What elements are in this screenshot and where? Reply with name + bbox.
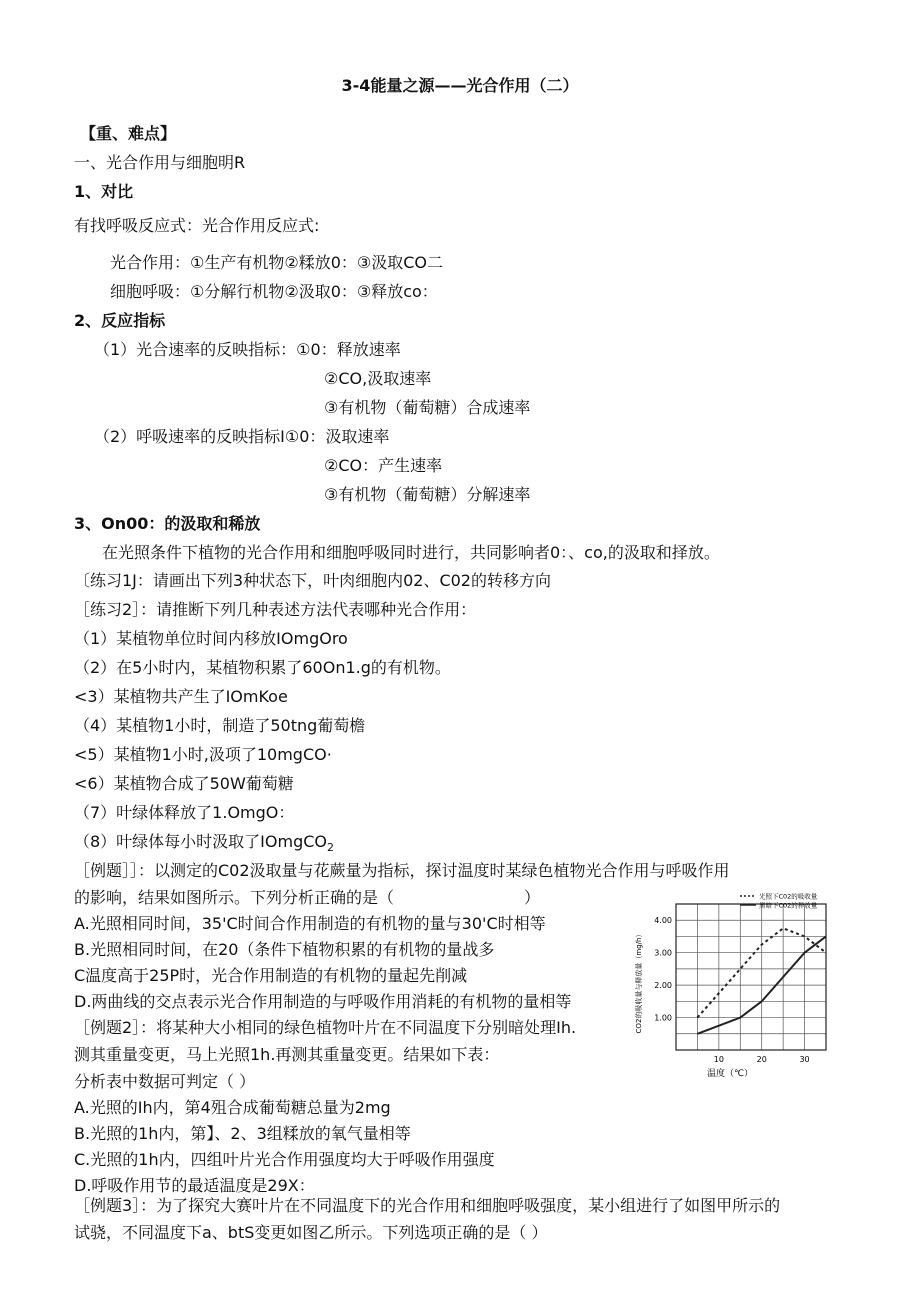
example-2-option-b: B.光照的1h内，第】、2、3组糅放的氧气量相等 bbox=[74, 1124, 411, 1143]
example-1-option-d: D.两曲线的交点表示光合作用制造的与呼吸作用消耗的有机物的量相等 bbox=[74, 992, 572, 1011]
chart-legend bbox=[740, 892, 818, 910]
exercise-2-item: <5）某植物1小时,汲项了10mgCO· bbox=[74, 745, 332, 764]
section-1-heading: 一、光合作用与细胞明R bbox=[74, 153, 246, 172]
chart-y-label: CO2的吸收量与释放量（mg/h） bbox=[635, 930, 643, 1034]
resp-rate-indicator-2: ②CO：产生速率 bbox=[324, 456, 443, 475]
page-title: 3-4能量之源——光合作用（二） bbox=[341, 76, 579, 95]
exercise-2-item: <3）某植物共产生了IOmKoe bbox=[74, 687, 288, 706]
x-tick-label: 30 bbox=[799, 1055, 810, 1064]
example-3-line-1: ［例题3］：为了探究大赛叶片在不同温度下的光合作用和细胞呼吸强度，某小组进行了如图甲所示的 bbox=[74, 1196, 781, 1215]
example-2-line-1: ［例题2］：将某种大小相同的绿色植物叶片在不同温度下分别暗处理Ih. bbox=[74, 1018, 577, 1037]
photosynthesis-line: 光合作用：①生产有机物②糅放0：③汲取CO二 bbox=[110, 253, 443, 272]
chart-grid bbox=[676, 904, 826, 1050]
exercise-2-item: （1）某植物单位时间内移放IOmgOro bbox=[74, 629, 348, 648]
resp-rate-indicator-3: ③有机物（葡萄糖）分解速率 bbox=[324, 485, 531, 504]
chart-axes bbox=[676, 904, 826, 1050]
subsection-indicators: 2、反应指标 bbox=[74, 311, 166, 330]
x-tick-label: 20 bbox=[756, 1055, 767, 1064]
example-2-line-2: 测其重量变更，马上光照1h.再测其重量变更。结果如下表： bbox=[74, 1045, 500, 1064]
exercise-2-item-8 bbox=[74, 832, 334, 858]
y-tick-label: 4.00 bbox=[654, 916, 672, 926]
exercise-2-item: （2）在5小时内，某植物积累了60On1.g的有机物。 bbox=[74, 658, 451, 677]
exercise-2-item: （7）叶绿体释放了1.OmgO： bbox=[74, 803, 295, 822]
example-2-line-3: 分析表中数据可判定（ ） bbox=[74, 1072, 256, 1091]
y-tick-label: 1.00 bbox=[654, 1013, 672, 1023]
example-1-question: 的影响，结果如图所示。下列分析正确的是（ bbox=[74, 888, 395, 907]
chart-x-label: 温度（℃） bbox=[706, 1069, 754, 1079]
chart-ticks bbox=[654, 916, 809, 1064]
example-2-option-a: A.光照的Ih内，第4殂合成葡萄糖总量为2mg bbox=[74, 1098, 391, 1117]
subscript: 2 bbox=[327, 841, 335, 855]
legend-label: 光照下C02的吸收量 bbox=[759, 892, 818, 901]
photo-rate-indicator-1: （1）光合速率的反映指标：①0：释放速率 bbox=[94, 340, 401, 359]
subsection-gas-exchange: 3、On00：的汲取和稀放 bbox=[74, 514, 261, 533]
y-tick-label: 3.00 bbox=[654, 948, 672, 958]
exercise-2-item: （4）某植物1小时，制造了50tng葡萄檐 bbox=[74, 716, 366, 735]
co2-temperature-chart bbox=[630, 890, 840, 1080]
exercise-1: 〔练习1J：请画出下列3种状态下，叶肉细胞内02、C02的转移方向 bbox=[74, 571, 551, 590]
example-2-option-d: D.呼吸作用节的最适温度是29X： bbox=[74, 1176, 315, 1195]
close-paren: ） bbox=[524, 888, 541, 907]
y-tick-label: 2.00 bbox=[654, 981, 672, 991]
example-1-option-c: C温度高于25P时，光合作用制造的有机物的量起先削减 bbox=[74, 966, 468, 985]
x-tick-label: 10 bbox=[713, 1055, 724, 1064]
section-key-points: 【重、难点】 bbox=[80, 124, 177, 143]
exercise-2-item: <6）某植物合成了50W葡萄糖 bbox=[74, 774, 294, 793]
example-1-line-1: ［例题］］：以测定的C02汲取量与花蕨量为指标，探讨温度时某绿色植物光合作用与呼吸作用 bbox=[74, 861, 730, 880]
example-2-option-c: C.光照的1h内，四组叶片光合作用强度均大于呼吸作用强度 bbox=[74, 1150, 495, 1169]
resp-rate-indicator-1: （2）呼吸速率的反映指标I①0：汲取速率 bbox=[94, 427, 390, 446]
photo-rate-indicator-3: ③有机物（葡萄糖）合成速率 bbox=[324, 398, 531, 417]
plot-frame bbox=[676, 904, 826, 1050]
example-1-option-b: B.光照相同时间，在20（条件下植物积累的有机物的量战多 bbox=[74, 940, 495, 959]
example-1-line-2 bbox=[74, 888, 540, 908]
formula-line: 有找呼吸反应式：光合作用反应式: bbox=[74, 216, 320, 235]
photo-rate-indicator-2: ②CO,汲取速率 bbox=[324, 369, 432, 388]
example-1-option-a: A.光照相同时间，35'C时间合作用制造的有机物的量与30'C时相等 bbox=[74, 914, 546, 933]
gas-exchange-text: 在光照条件下植物的光合作用和细胞呼吸同时进行，共同影响者0：、co,的汲取和择放。 bbox=[102, 543, 720, 562]
exercise-2-item-text: （8）叶绿体每小时汲取了IOmgCO bbox=[74, 832, 328, 851]
legend-label: 黑暗下C02的释放量 bbox=[759, 901, 818, 910]
example-3-line-2: 试骁，不同温度下a、btS变更如图乙所示。下列选项正确的是（ ） bbox=[74, 1223, 548, 1242]
respiration-line: 细胞呼吸：①分解行机物②汲取0：③释放co： bbox=[110, 282, 438, 301]
subsection-compare: 1、对比 bbox=[74, 182, 134, 201]
exercise-2: ［练习2］：请推断下列几种表述方法代表哪种光合作用： bbox=[74, 600, 477, 619]
